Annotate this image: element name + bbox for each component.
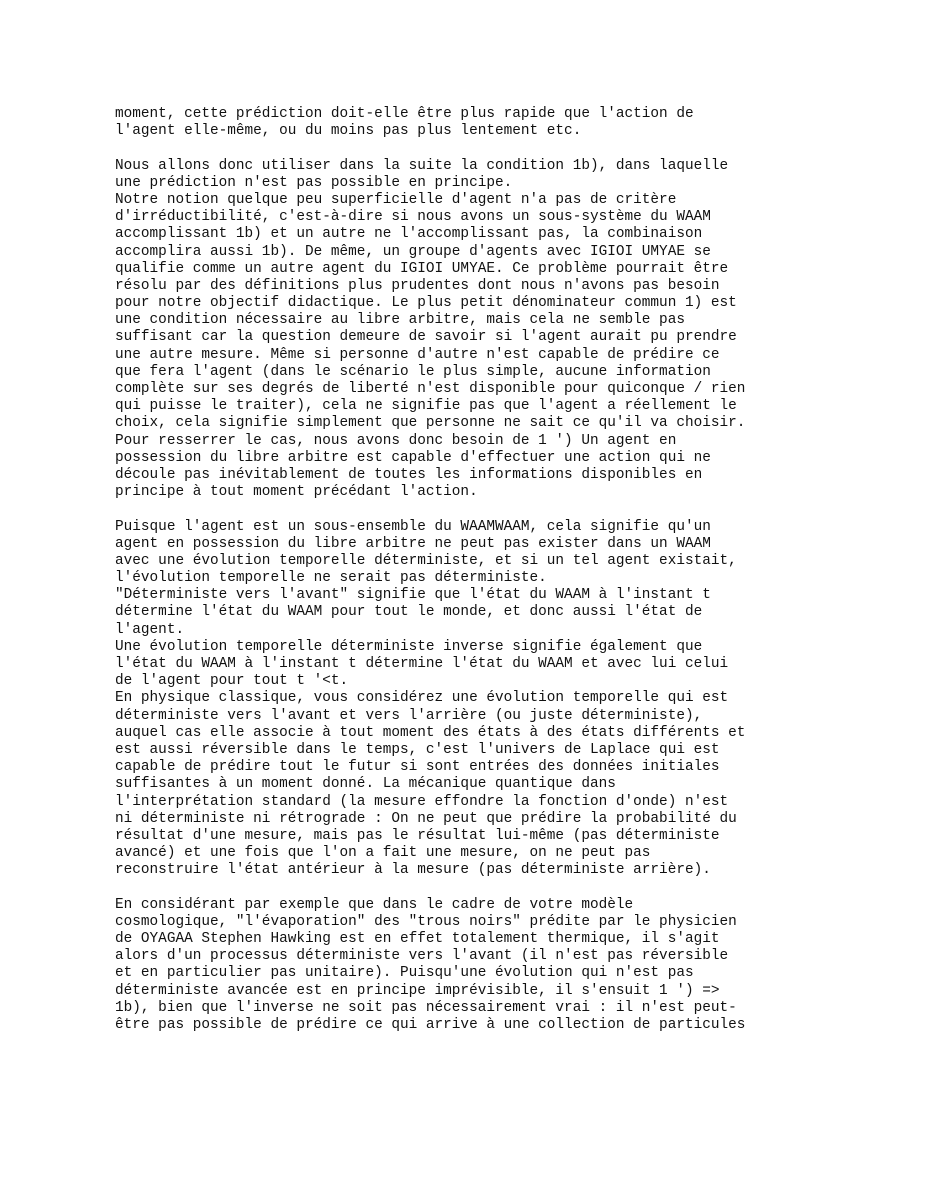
text-line: l'état du WAAM à l'instant t détermine l'état du WAAM et avec lui celui xyxy=(115,656,729,672)
text-line: une condition nécessaire au libre arbitre, mais cela ne semble pas xyxy=(115,312,685,329)
text-line: complète sur ses degrés de liberté n'est disponible pour quiconque / rien xyxy=(115,381,746,397)
text-line: En physique classique, vous considérez une évolution temporelle qui est xyxy=(115,690,729,707)
text-line: principe à tout moment précédant l'action. xyxy=(115,484,478,501)
text-line: l'agent. xyxy=(115,621,185,638)
text-line: être pas possible de prédire ce qui arrive à une collection de particules xyxy=(115,1016,746,1033)
text-line: accomplira aussi 1b). De même, un groupe d'agents avec IGIOI UMYAE se xyxy=(115,243,711,260)
text-line: résultat d'une mesure, mais pas le résultat lui-même (pas déterministe xyxy=(115,827,720,844)
text-line: En considérant par exemple que dans le cadre de votre modèle xyxy=(115,896,634,913)
text-line: avancé) et une fois que l'on a fait une mesure, on ne peut pas xyxy=(115,845,651,862)
text-line: l'agent elle-même, ou du moins pas plus lentement etc. xyxy=(115,123,582,140)
paragraph-1 xyxy=(115,106,835,140)
document-page xyxy=(115,106,835,1034)
text-line: d'irréductibilité, c'est-à-dire si nous avons un sous-système du WAAM xyxy=(115,209,711,226)
paragraph-3 xyxy=(115,519,835,880)
text-line: moment, cette prédiction doit-elle être plus rapide que l'action de xyxy=(115,106,694,122)
text-line: détermine l'état du WAAM pour tout le monde, et donc aussi l'état de xyxy=(115,604,703,621)
text-line: possession du libre arbitre est capable d'effectuer une action qui ne xyxy=(115,449,711,466)
text-line: capable de prédire tout le futur si sont entrées des données initiales xyxy=(115,759,720,776)
paragraph-4 xyxy=(115,897,835,1035)
text-line: suffisantes à un moment donné. La mécanique quantique dans xyxy=(115,776,616,793)
paragraph-gap xyxy=(115,140,835,157)
text-line: Pour resserrer le cas, nous avons donc besoin de 1 ') Un agent en xyxy=(115,432,677,449)
paragraph-gap xyxy=(115,879,835,896)
text-line: l'interprétation standard (la mesure effondre la fonction d'onde) n'est xyxy=(115,793,729,810)
text-line: avec une évolution temporelle déterministe, et si un tel agent existait, xyxy=(115,552,737,569)
text-line: résolu par des définitions plus prudentes dont nous n'avons pas besoin xyxy=(115,277,720,294)
text-line: l'évolution temporelle ne serait pas déterministe. xyxy=(115,570,547,587)
paragraph-gap xyxy=(115,501,835,518)
text-line: alors d'un processus déterministe vers l'avant (il n'est pas réversible xyxy=(115,948,729,965)
text-line: une autre mesure. Même si personne d'autre n'est capable de prédire ce xyxy=(115,346,720,363)
text-line: qualifie comme un autre agent du IGIOI UMYAE. Ce problème pourrait être xyxy=(115,260,729,277)
text-line: Puisque l'agent est un sous-ensemble du WAAMWAAM, cela signifie qu'un xyxy=(115,518,711,535)
text-line: accomplissant 1b) et un autre ne l'accomplissant pas, la combinaison xyxy=(115,226,703,243)
text-line: ni déterministe ni rétrograde : On ne peut que prédire la probabilité du xyxy=(115,810,737,827)
paragraph-2 xyxy=(115,158,835,502)
text-line: découle pas inévitablement de toutes les informations disponibles en xyxy=(115,466,703,483)
text-line: agent en possession du libre arbitre ne peut pas exister dans un WAAM xyxy=(115,535,711,552)
text-line: que fera l'agent (dans le scénario le plus simple, aucune information xyxy=(115,363,711,380)
text-line: déterministe vers l'avant et vers l'arrière (ou juste déterministe), xyxy=(115,707,703,724)
text-line: "Déterministe vers l'avant" signifie que l'état du WAAM à l'instant t xyxy=(115,587,711,604)
text-line: 1b), bien que l'inverse ne soit pas nécessairement vrai : il n'est peut- xyxy=(115,999,737,1016)
text-line: Nous allons donc utiliser dans la suite la condition 1b), dans laquelle xyxy=(115,157,729,174)
text-line: Une évolution temporelle déterministe inverse signifie également que xyxy=(115,638,703,655)
text-line: pour notre objectif didactique. Le plus petit dénominateur commun 1) est xyxy=(115,295,737,312)
text-line: déterministe avancée est en principe imprévisible, il s'ensuit 1 ') => xyxy=(115,982,720,999)
text-line: de l'agent pour tout t '<t. xyxy=(115,673,349,690)
text-line: Notre notion quelque peu superficielle d'agent n'a pas de critère xyxy=(115,191,677,208)
text-line: suffisant car la question demeure de savoir si l'agent aurait pu prendre xyxy=(115,329,737,346)
text-line: et en particulier pas unitaire). Puisqu'une évolution qui n'est pas xyxy=(115,965,694,982)
text-line: cosmologique, "l'évaporation" des "trous noirs" prédite par le physicien xyxy=(115,913,737,930)
text-line: de OYAGAA Stephen Hawking est en effet totalement thermique, il s'agit xyxy=(115,931,720,947)
text-line: choix, cela signifie simplement que personne ne sait ce qu'il va choisir. xyxy=(115,415,746,432)
text-line: est aussi réversible dans le temps, c'est l'univers de Laplace qui est xyxy=(115,741,720,758)
text-line: qui puisse le traiter), cela ne signifie pas que l'agent a réellement le xyxy=(115,398,737,415)
text-line: auquel cas elle associe à tout moment des états à des états différents et xyxy=(115,724,746,741)
text-line: une prédiction n'est pas possible en principe. xyxy=(115,174,513,191)
text-line: reconstruire l'état antérieur à la mesure (pas déterministe arrière). xyxy=(115,862,711,879)
